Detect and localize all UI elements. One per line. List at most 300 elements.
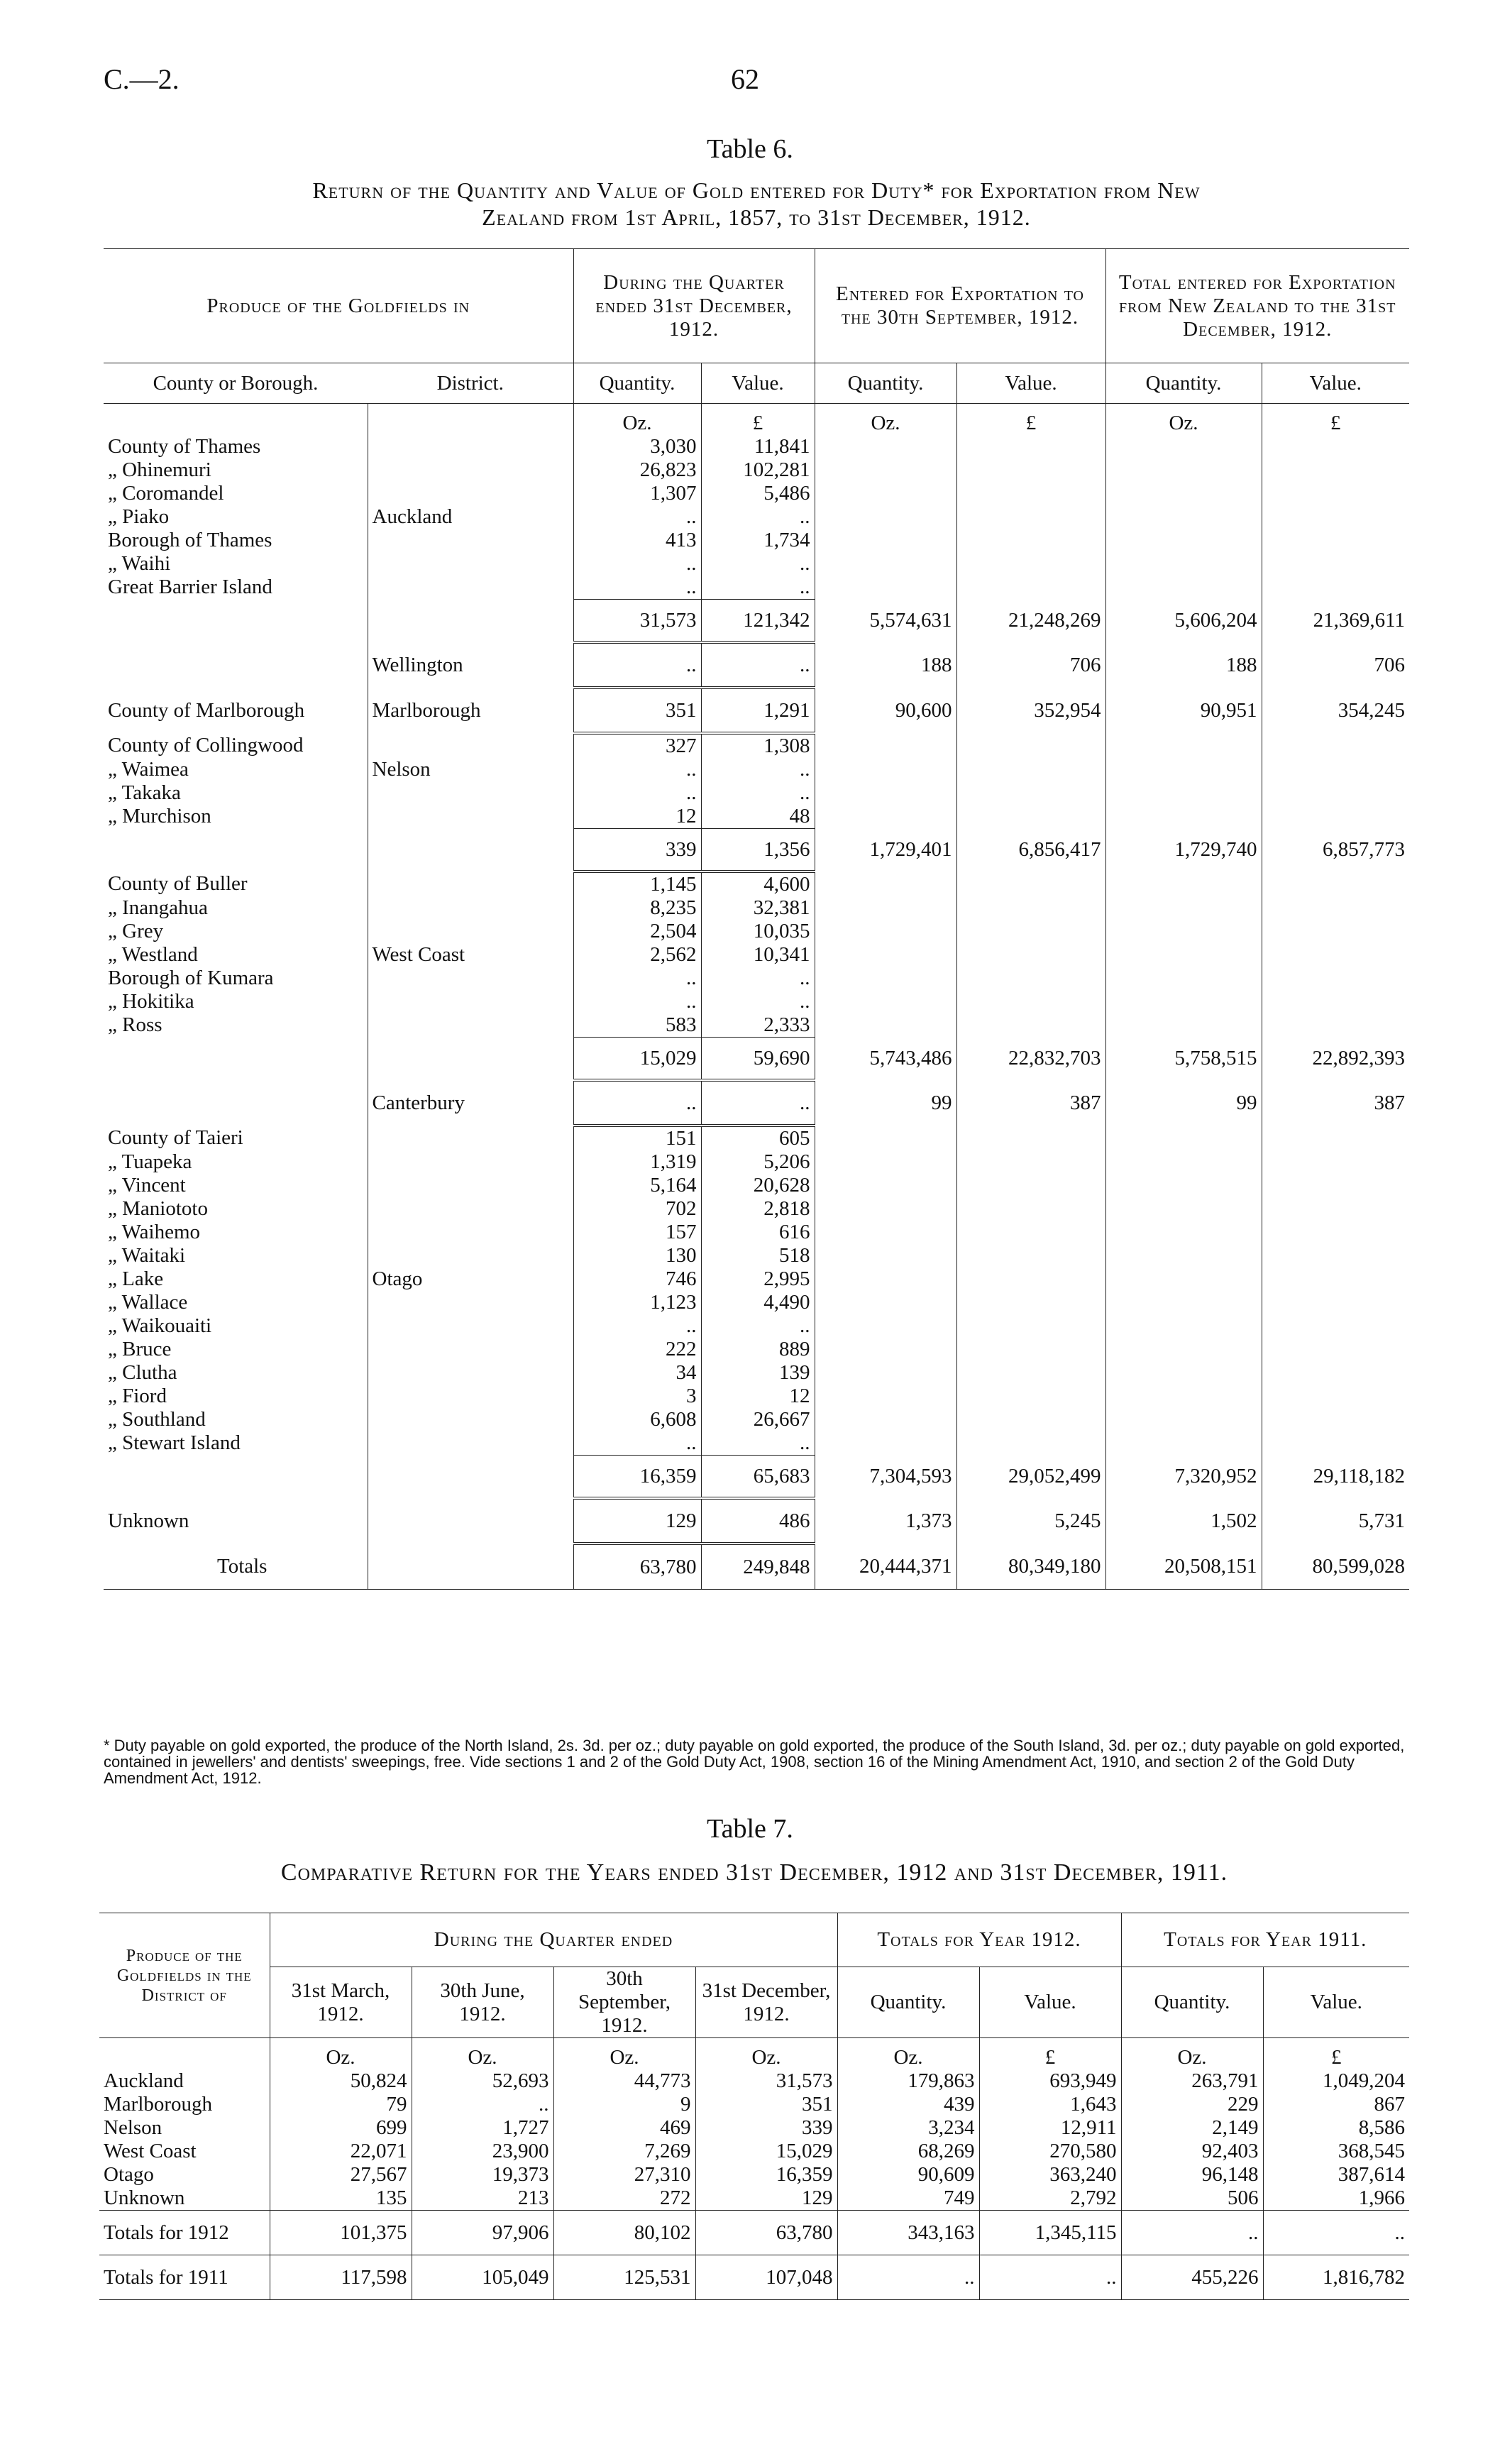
district-name: Auckland — [368, 505, 573, 529]
empty-cell — [815, 781, 956, 805]
entered-quantity: 20,444,371 — [815, 1544, 956, 1590]
empty-cell — [956, 871, 1105, 896]
t7-col-totals-1911: Totals for Year 1911. — [1121, 1913, 1409, 1967]
county-name: County of Thames — [108, 435, 261, 458]
sub-value: Value. — [956, 363, 1105, 404]
county-name — [104, 1080, 368, 1126]
county-name: „ Stewart Island — [108, 1431, 241, 1455]
county-name: „ Waitaki — [108, 1244, 186, 1267]
total-quantity: 188 — [1105, 642, 1262, 688]
empty-cell — [1105, 920, 1262, 943]
sub-value: Value. — [701, 363, 815, 404]
empty-cell — [956, 435, 1105, 458]
entered-quantity: 1,729,401 — [815, 829, 956, 872]
sub-quantity: Quantity. — [815, 363, 956, 404]
value-cell: 12,911 — [979, 2116, 1121, 2140]
total-quantity: 5,606,204 — [1105, 600, 1262, 643]
spacer — [104, 829, 368, 872]
spacer — [368, 600, 573, 643]
subtotal-row — [104, 1456, 1409, 1499]
page-reference: C.—2. — [104, 63, 180, 95]
quantity: 351 — [573, 688, 701, 733]
quantity: .. — [573, 1314, 701, 1338]
entered-value: 21,248,269 — [956, 600, 1105, 643]
value-cell: 1,049,204 — [1263, 2069, 1409, 2093]
table-row — [104, 1314, 1409, 1338]
value-cell: 15,029 — [695, 2140, 837, 2163]
entered-value: 6,856,417 — [956, 829, 1105, 872]
value-cell: 125,531 — [553, 2255, 695, 2300]
table-row — [104, 1431, 1409, 1456]
empty-cell — [1262, 482, 1409, 505]
value: 1,308 — [701, 733, 815, 758]
empty-cell — [1105, 781, 1262, 805]
quantity: 130 — [573, 1244, 701, 1267]
district-name — [368, 1244, 573, 1267]
t7-col-produce: Produce of the Goldfields in the District of — [99, 1913, 270, 2038]
quantity: .. — [573, 781, 701, 805]
value-cell: 455,226 — [1121, 2255, 1263, 2300]
entered-quantity: 1,373 — [815, 1498, 956, 1544]
district-name — [368, 458, 573, 482]
county-name: „ Bruce — [108, 1338, 172, 1360]
empty-cell — [956, 896, 1105, 920]
table-row — [104, 1338, 1409, 1361]
district-name — [368, 1174, 573, 1197]
subtotal-quantity: 15,029 — [573, 1038, 701, 1081]
quantity: 1,307 — [573, 482, 701, 505]
county-name — [104, 642, 368, 688]
district-name — [368, 805, 573, 829]
value-cell: 50,824 — [270, 2069, 412, 2093]
county-name: „ Hokitika — [108, 990, 194, 1013]
empty-cell — [1105, 458, 1262, 482]
county-name: „ Murchison — [108, 805, 211, 828]
value: 10,035 — [701, 920, 815, 943]
quantity: 702 — [573, 1197, 701, 1221]
empty-cell — [1262, 1221, 1409, 1244]
empty-cell — [956, 967, 1105, 990]
value-cell: 179,863 — [837, 2069, 979, 2093]
empty-cell — [815, 1291, 956, 1314]
value-cell: 117,598 — [270, 2255, 412, 2300]
quantity: 26,823 — [573, 458, 701, 482]
county-name: „ Waihemo — [108, 1221, 201, 1243]
table-row — [104, 871, 1409, 896]
county-name: Great Barrier Island — [108, 576, 272, 599]
quantity: .. — [573, 990, 701, 1013]
empty-cell — [956, 920, 1105, 943]
value-cell: 129 — [695, 2187, 837, 2211]
table-row — [104, 805, 1409, 829]
table-row — [104, 781, 1409, 805]
value-cell: 1,816,782 — [1263, 2255, 1409, 2300]
value: .. — [701, 781, 815, 805]
value-cell: 1,345,115 — [979, 2211, 1121, 2255]
district-name — [368, 1408, 573, 1431]
value: 889 — [701, 1338, 815, 1361]
empty-cell — [1105, 990, 1262, 1013]
value: .. — [701, 758, 815, 781]
table-row — [104, 990, 1409, 1013]
empty-cell — [956, 758, 1105, 781]
value-cell: 79 — [270, 2093, 412, 2116]
empty-cell — [815, 458, 956, 482]
value-cell: 368,545 — [1263, 2140, 1409, 2163]
totals-1911-row-label: Totals for 1911 — [104, 2265, 228, 2289]
empty-cell — [1105, 1197, 1262, 1221]
empty-cell — [956, 552, 1105, 576]
entered-value: 80,349,180 — [956, 1544, 1105, 1590]
empty-cell — [1262, 805, 1409, 829]
unit-label: Oz. — [553, 2038, 695, 2070]
empty-cell — [815, 990, 956, 1013]
empty-cell — [1105, 482, 1262, 505]
empty-cell — [1262, 967, 1409, 990]
table-row — [104, 1221, 1409, 1244]
subtotal-value: 1,356 — [701, 829, 815, 872]
total-value: 706 — [1262, 642, 1409, 688]
unit-pound: £ — [701, 404, 815, 436]
county-name: „ Lake — [108, 1267, 164, 1290]
county-name: „ Clutha — [108, 1361, 177, 1384]
district-name: Otago — [104, 2163, 154, 2186]
value: 102,281 — [701, 458, 815, 482]
quantity: .. — [573, 552, 701, 576]
total-value: 5,731 — [1262, 1498, 1409, 1544]
entered-value: 706 — [956, 642, 1105, 688]
quantity: 6,608 — [573, 1408, 701, 1431]
sub-district: District. — [436, 371, 504, 395]
empty-cell — [1105, 1431, 1262, 1456]
district-name — [368, 871, 573, 896]
value: 5,486 — [701, 482, 815, 505]
empty-cell — [1262, 1013, 1409, 1038]
unit-label: £ — [1263, 2038, 1409, 2070]
value-cell: 135 — [270, 2187, 412, 2211]
sub-quantity: Quantity. — [573, 363, 701, 404]
value-cell: 63,780 — [695, 2211, 837, 2255]
empty-cell — [1262, 1338, 1409, 1361]
quantity: 8,235 — [573, 896, 701, 920]
total-quantity: 90,951 — [1105, 688, 1262, 733]
totals-1911-row — [99, 2255, 1409, 2300]
quantity: 5,164 — [573, 1174, 701, 1197]
empty-cell — [1262, 505, 1409, 529]
value-cell: 16,359 — [695, 2163, 837, 2187]
empty-cell — [1105, 1244, 1262, 1267]
quantity: 2,562 — [573, 943, 701, 967]
county-name: County of Marlborough — [108, 698, 305, 722]
value: 139 — [701, 1361, 815, 1385]
district-name — [368, 920, 573, 943]
value-cell: 22,071 — [270, 2140, 412, 2163]
table6-title: Table 6. — [707, 134, 793, 164]
value-cell: 2,792 — [979, 2187, 1121, 2211]
empty-cell — [815, 1338, 956, 1361]
value-cell: 339 — [695, 2116, 837, 2140]
value-cell: 749 — [837, 2187, 979, 2211]
value-cell: 19,373 — [412, 2163, 553, 2187]
empty-cell — [815, 1431, 956, 1456]
value-cell: 7,269 — [553, 2140, 695, 2163]
empty-cell — [1105, 552, 1262, 576]
value-cell: 23,900 — [412, 2140, 553, 2163]
value-cell: 27,310 — [553, 2163, 695, 2187]
empty-cell — [1105, 529, 1262, 552]
unit-oz: Oz. — [1105, 404, 1262, 436]
empty-cell — [815, 805, 956, 829]
empty-cell — [956, 1221, 1105, 1244]
empty-cell — [956, 458, 1105, 482]
quantity: 1,319 — [573, 1150, 701, 1174]
entered-quantity: 5,574,631 — [815, 600, 956, 643]
table-row — [104, 458, 1409, 482]
value: .. — [701, 576, 815, 600]
district-name: Marlborough — [368, 688, 573, 733]
empty-cell — [815, 1267, 956, 1291]
district-name — [368, 781, 573, 805]
spacer — [104, 404, 368, 436]
empty-cell — [815, 871, 956, 896]
empty-cell — [1262, 871, 1409, 896]
empty-cell — [815, 1361, 956, 1385]
table-row — [104, 967, 1409, 990]
col-entered: Entered for Exportation to the 30th September, 1912. — [815, 249, 1105, 363]
empty-cell — [815, 435, 956, 458]
empty-cell — [1105, 758, 1262, 781]
value-cell: 213 — [412, 2187, 553, 2211]
value-cell: 272 — [553, 2187, 695, 2211]
district-name: Otago — [368, 1267, 573, 1291]
empty-cell — [815, 733, 956, 758]
district-name: Unknown — [104, 2187, 185, 2209]
total-quantity: 5,758,515 — [1105, 1038, 1262, 1081]
county-name: „ Ohinemuri — [108, 458, 211, 481]
district-name — [368, 967, 573, 990]
empty-cell — [956, 805, 1105, 829]
subtotal-quantity: 339 — [573, 829, 701, 872]
district-name — [368, 1150, 573, 1174]
empty-cell — [1105, 1338, 1262, 1361]
value-cell: .. — [1263, 2211, 1409, 2255]
total-quantity: 99 — [1105, 1080, 1262, 1126]
value-cell: .. — [979, 2255, 1121, 2300]
spacer — [368, 1038, 573, 1081]
spacer — [104, 600, 368, 643]
empty-cell — [815, 1013, 956, 1038]
empty-cell — [1105, 1013, 1262, 1038]
total-value: 21,369,611 — [1262, 600, 1409, 643]
value: .. — [701, 642, 815, 688]
empty-cell — [956, 1174, 1105, 1197]
total-value: 6,857,773 — [1262, 829, 1409, 872]
entered-quantity: 5,743,486 — [815, 1038, 956, 1081]
value-cell: 2,149 — [1121, 2116, 1263, 2140]
col-quarter: During the Quarter ended 31st December, 1912. — [573, 249, 815, 363]
district-name — [368, 1013, 573, 1038]
table-row — [104, 1385, 1409, 1408]
value-cell: 270,580 — [979, 2140, 1121, 2163]
value-cell: 52,693 — [412, 2069, 553, 2093]
county-name: „ Takaka — [108, 781, 181, 804]
district-name — [368, 435, 573, 458]
total-value: 22,892,393 — [1262, 1038, 1409, 1081]
empty-cell — [1262, 1244, 1409, 1267]
table-row — [99, 2093, 1409, 2116]
quantity: 327 — [573, 733, 701, 758]
value-cell: .. — [412, 2093, 553, 2116]
entered-quantity: 7,304,593 — [815, 1456, 956, 1499]
county-name: „ Inangahua — [108, 896, 208, 919]
quantity: 746 — [573, 1267, 701, 1291]
table7 — [99, 1913, 1409, 2300]
empty-cell — [1105, 733, 1262, 758]
quantity: .. — [573, 576, 701, 600]
county-name: „ Waihi — [108, 552, 171, 575]
col-produce: Produce of the Goldfields in — [206, 294, 470, 317]
empty-cell — [1105, 805, 1262, 829]
subtotal-value: 65,683 — [701, 1456, 815, 1499]
district-name — [368, 1126, 573, 1150]
district-name — [368, 1385, 573, 1408]
spacer — [99, 2038, 270, 2070]
empty-cell — [1105, 1126, 1262, 1150]
district-name: West Coast — [368, 943, 573, 967]
table-row — [104, 1013, 1409, 1038]
unit-label: Oz. — [837, 2038, 979, 2070]
value-cell: 105,049 — [412, 2255, 553, 2300]
empty-cell — [1262, 552, 1409, 576]
empty-cell — [1105, 1150, 1262, 1174]
spacer — [104, 1456, 368, 1499]
empty-cell — [815, 1385, 956, 1408]
t7-q2: 30th June, 1912. — [412, 1967, 553, 2038]
col-total: Total entered for Exportation from New Zealand to the 31st December, 1912. — [1105, 249, 1409, 363]
empty-cell — [1262, 1126, 1409, 1150]
empty-cell — [1262, 990, 1409, 1013]
value-cell: 1,643 — [979, 2093, 1121, 2116]
empty-cell — [1105, 943, 1262, 967]
empty-cell — [956, 1150, 1105, 1174]
t7-value: Value. — [979, 1967, 1121, 2038]
quantity: 413 — [573, 529, 701, 552]
value-cell: 101,375 — [270, 2211, 412, 2255]
empty-cell — [956, 990, 1105, 1013]
county-name: Borough of Thames — [108, 529, 272, 551]
t7-q4: 31st December, 1912. — [695, 1967, 837, 2038]
table-row — [104, 1197, 1409, 1221]
quantity: 2,504 — [573, 920, 701, 943]
entered-quantity: 99 — [815, 1080, 956, 1126]
district-name — [368, 1431, 573, 1456]
empty-cell — [956, 576, 1105, 600]
table-row — [104, 505, 1409, 529]
value: 2,818 — [701, 1197, 815, 1221]
empty-cell — [1262, 1197, 1409, 1221]
value: 26,667 — [701, 1408, 815, 1431]
value-cell: 68,269 — [837, 2140, 979, 2163]
table-row — [104, 758, 1409, 781]
table-row — [104, 552, 1409, 576]
value-cell: 229 — [1121, 2093, 1263, 2116]
entered-value: 352,954 — [956, 688, 1105, 733]
value: 486 — [701, 1498, 815, 1544]
value: 518 — [701, 1244, 815, 1267]
table-row — [104, 1126, 1409, 1150]
district-name — [368, 733, 573, 758]
district-name: Marlborough — [104, 2093, 213, 2116]
unknown-row-label: Unknown — [108, 1509, 189, 1532]
empty-cell — [1262, 1385, 1409, 1408]
value-cell: 90,609 — [837, 2163, 979, 2187]
quantity: .. — [573, 505, 701, 529]
empty-cell — [1262, 1408, 1409, 1431]
empty-cell — [1105, 576, 1262, 600]
unit-label: Oz. — [412, 2038, 553, 2070]
total-value: 354,245 — [1262, 688, 1409, 733]
value: 4,490 — [701, 1291, 815, 1314]
empty-cell — [1262, 576, 1409, 600]
table-row — [104, 435, 1409, 458]
district-name — [368, 529, 573, 552]
quantity: 63,780 — [573, 1544, 701, 1590]
empty-cell — [815, 943, 956, 967]
empty-cell — [956, 1338, 1105, 1361]
quantity: 151 — [573, 1126, 701, 1150]
value: 10,341 — [701, 943, 815, 967]
empty-cell — [956, 733, 1105, 758]
county-name: „ Fiord — [108, 1385, 167, 1407]
empty-cell — [1262, 1150, 1409, 1174]
empty-cell — [956, 1431, 1105, 1456]
value: 605 — [701, 1126, 815, 1150]
total-quantity: 1,502 — [1105, 1498, 1262, 1544]
empty-cell — [1105, 1221, 1262, 1244]
value: .. — [701, 505, 815, 529]
table6-heading-line1: Return of the Quantity and Value of Gold entered for Duty* for Exportation from New — [312, 177, 1201, 203]
value: 249,848 — [701, 1544, 815, 1590]
totals-row — [104, 1544, 1409, 1590]
empty-cell — [1105, 1267, 1262, 1291]
empty-cell — [1105, 1291, 1262, 1314]
district-name: Nelson — [368, 758, 573, 781]
table-row — [104, 1291, 1409, 1314]
table-row — [104, 896, 1409, 920]
empty-cell — [815, 758, 956, 781]
table7-title: Table 7. — [707, 1814, 793, 1844]
value: 11,841 — [701, 435, 815, 458]
entered-value: 5,245 — [956, 1498, 1105, 1544]
district-name — [368, 1221, 573, 1244]
empty-cell — [1262, 1291, 1409, 1314]
table6 — [104, 248, 1409, 1590]
total-quantity: 7,320,952 — [1105, 1456, 1262, 1499]
table-row — [104, 1361, 1409, 1385]
value-cell: 343,163 — [837, 2211, 979, 2255]
empty-cell — [956, 1013, 1105, 1038]
unit-label: £ — [979, 2038, 1121, 2070]
quantity: 3,030 — [573, 435, 701, 458]
quantity: 583 — [573, 1013, 701, 1038]
quantity: .. — [573, 642, 701, 688]
empty-cell — [956, 482, 1105, 505]
unit-pound: £ — [1262, 404, 1409, 436]
table-row — [104, 920, 1409, 943]
district-name — [368, 1361, 573, 1385]
value: 1,734 — [701, 529, 815, 552]
quantity: 222 — [573, 1338, 701, 1361]
